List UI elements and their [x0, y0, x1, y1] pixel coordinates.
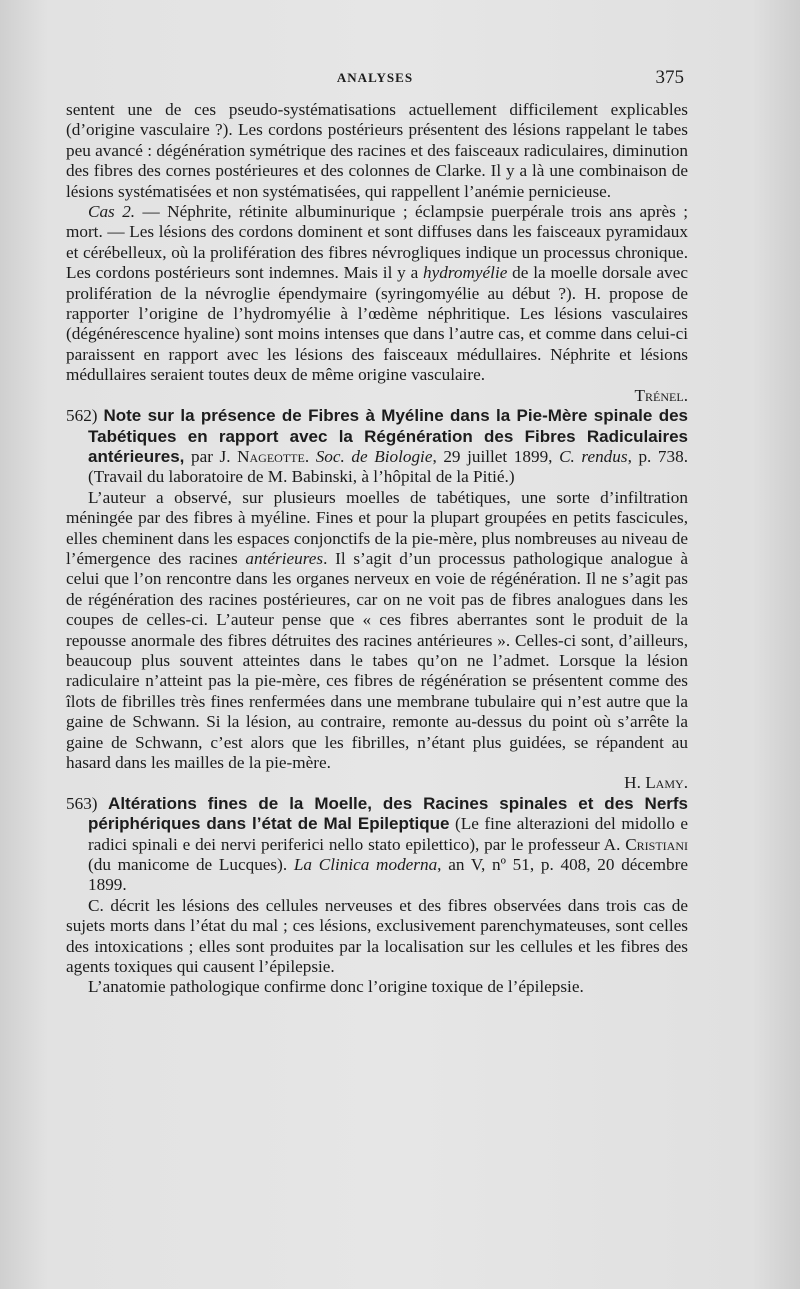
entry-562-title: Note sur la présence de Fibres à Myéline dans la Pie-Mère spinale des Tabétiques en rapport avec la Régénération des Fibres Radiculaires antérieures, — [88, 406, 688, 466]
case-emphasis: hydromyélie — [423, 263, 508, 283]
signature-lamy — [66, 773, 688, 793]
running-head — [66, 67, 684, 92]
entry-562-body-2: . Il s’agit d’un processus pathologique analogue à celui que l’on rencontre dans les organes nerveux en voie de régénération. Il ne s’agit pas de régénération des racines postérieures, car on ne voit pas de fibres analogues dans les coupes de celles-ci. L’auteur pense que « ces fibres aberrantes sont le produit de la repousse anormale des fibres détruites des racines antérieures ». Celles-ci sont, d’ailleurs, beaucoup plus souvent atteintes dans le tabes qu’on ne l’admet. Lorsque la lésion radiculaire n’atteint pas la pie-mère, ces fibres de régénération se présentent comme des îlots de fibrilles très fines renfermées dans une membrane tubulaire qui n’est autre que la gaine de Schwann. Si la lésion, au contraire, remonte au-dessus du point où s’arrête la gaine de Schwann, c’est alors que les fibrilles, n’étant plus guidées, se répandent au hasard dans les mailles de la pie-mère. — [66, 548, 688, 772]
entry-563-body-1: C. décrit les lésions des cellules nerveuses et des fibres observées dans trois cas de sujets morts dans l’état du mal ; ces lésions, exclusivement parenchymateuses, sont celles des intoxications ; elles sont produites par la localisation sur les cellules et les fibres des agents toxiques qui causent l’épilepsie. — [66, 895, 688, 977]
entry-563-place: (du manicome de Lucques). — [88, 855, 294, 875]
entry-563-body-2: L’anatomie pathologique confirme donc l’origine toxique de l’épilepsie. — [88, 977, 584, 997]
entry-562-rest: , p. 738. (Travail du laboratoire de M. Babinski, à l’hôpital de la Pitié.) — [88, 446, 688, 487]
entry-563-italian: (Le fine alterazioni del midollo e radici spinali e dei nervi periferici nello stato epilettico), par le professeur A. — [88, 814, 688, 854]
entry-563-number: 563) — [66, 793, 98, 813]
case-text-2: de la moelle dorsale avec prolifération de la névroglie épendymaire (syringomyélie au début ?). H. propose de rapporter l’origine de l’hydromyélie à l’œdème néphritique. Les lésions vasculaires (dégénérescence hyaline) sont moins intenses que dans l’autre cas, et comme dans celui-ci paraissent en rapport avec les lésions des faisceaux médullaires. Néphrite et lésions médullaires seraient toutes deux de même origine vasculaire. — [66, 263, 688, 385]
entry-563-title: Altérations fines de la Moelle, des Racines spinales et des Nerfs périphériques dans l’état de Mal Epileptique — [88, 793, 689, 834]
entry-562-heading — [66, 406, 688, 488]
continuation-paragraph: sentent une de ces pseudo-systématisations actuellement difficilement explicables (d’origine vasculaire ?). Les cordons postérieurs présentent des lésions rappelant le tabes peu avancé : dégénération symétrique des racines et des faisceaux radiculaires, diminution des fibres des cornes postérieures et des colonnes de Clarke. Il y a là une combinaison de lésions systématisées et non systématisées, qui rappellent l’anémie pernicieuse. — [66, 100, 688, 201]
signature-lamy-initial: H. — [624, 773, 646, 793]
entry-562-by: par J. — [184, 446, 238, 466]
entry-562-journal: Soc. de Biologie — [315, 446, 433, 466]
text-body — [66, 100, 688, 998]
entry-562-journal2: C. rendus — [559, 446, 628, 466]
entry-562-sep: . — [304, 446, 316, 466]
entry-562-body — [66, 488, 688, 774]
entry-563-heading — [66, 794, 688, 896]
signature-trenel: Trénel. — [634, 385, 688, 405]
entry-563-journal: La Clinica moderna — [293, 855, 438, 875]
signature-lamy-name: Lamy. — [645, 773, 688, 793]
entry-562-body-emph: antérieures — [245, 548, 324, 568]
case-label: Cas 2. — [88, 202, 136, 222]
running-title: ANALYSES — [336, 70, 414, 85]
entry-562-author: Nageotte — [237, 446, 305, 466]
page-number: 375 — [655, 67, 684, 88]
entry-562-date: , 29 juillet 1899, — [432, 446, 560, 466]
entry-562-body-1: L’auteur a observé, sur plusieurs moelles de tabétiques, une sorte d’infiltration méningée par des fibres à myéline. Fines et pour la plupart groupées en petits fascicules, elles cheminent dans les espaces conjonctifs de la pie-mère, plus nombreuses au niveau de l’émergence des racines — [66, 487, 688, 568]
entry-563-author: Cristiani — [625, 834, 688, 854]
entry-562-number: 562) — [66, 406, 98, 426]
entry-563-rest: , an V, nº 51, p. 408, 20 décembre 1899. — [88, 855, 688, 895]
case-2-paragraph — [66, 202, 688, 386]
case-text-1: — Néphrite, rétinite albuminurique ; éclampsie puerpérale trois ans après ; mort. — Les lésions des cordons dominent et sont diffuses dans les faisceaux pyramidaux et cérébelleux, où la prolifération des fibres névrogliques indique un processus chronique. Les cordons postérieurs sont indemnes. Mais il y a — [66, 202, 689, 283]
